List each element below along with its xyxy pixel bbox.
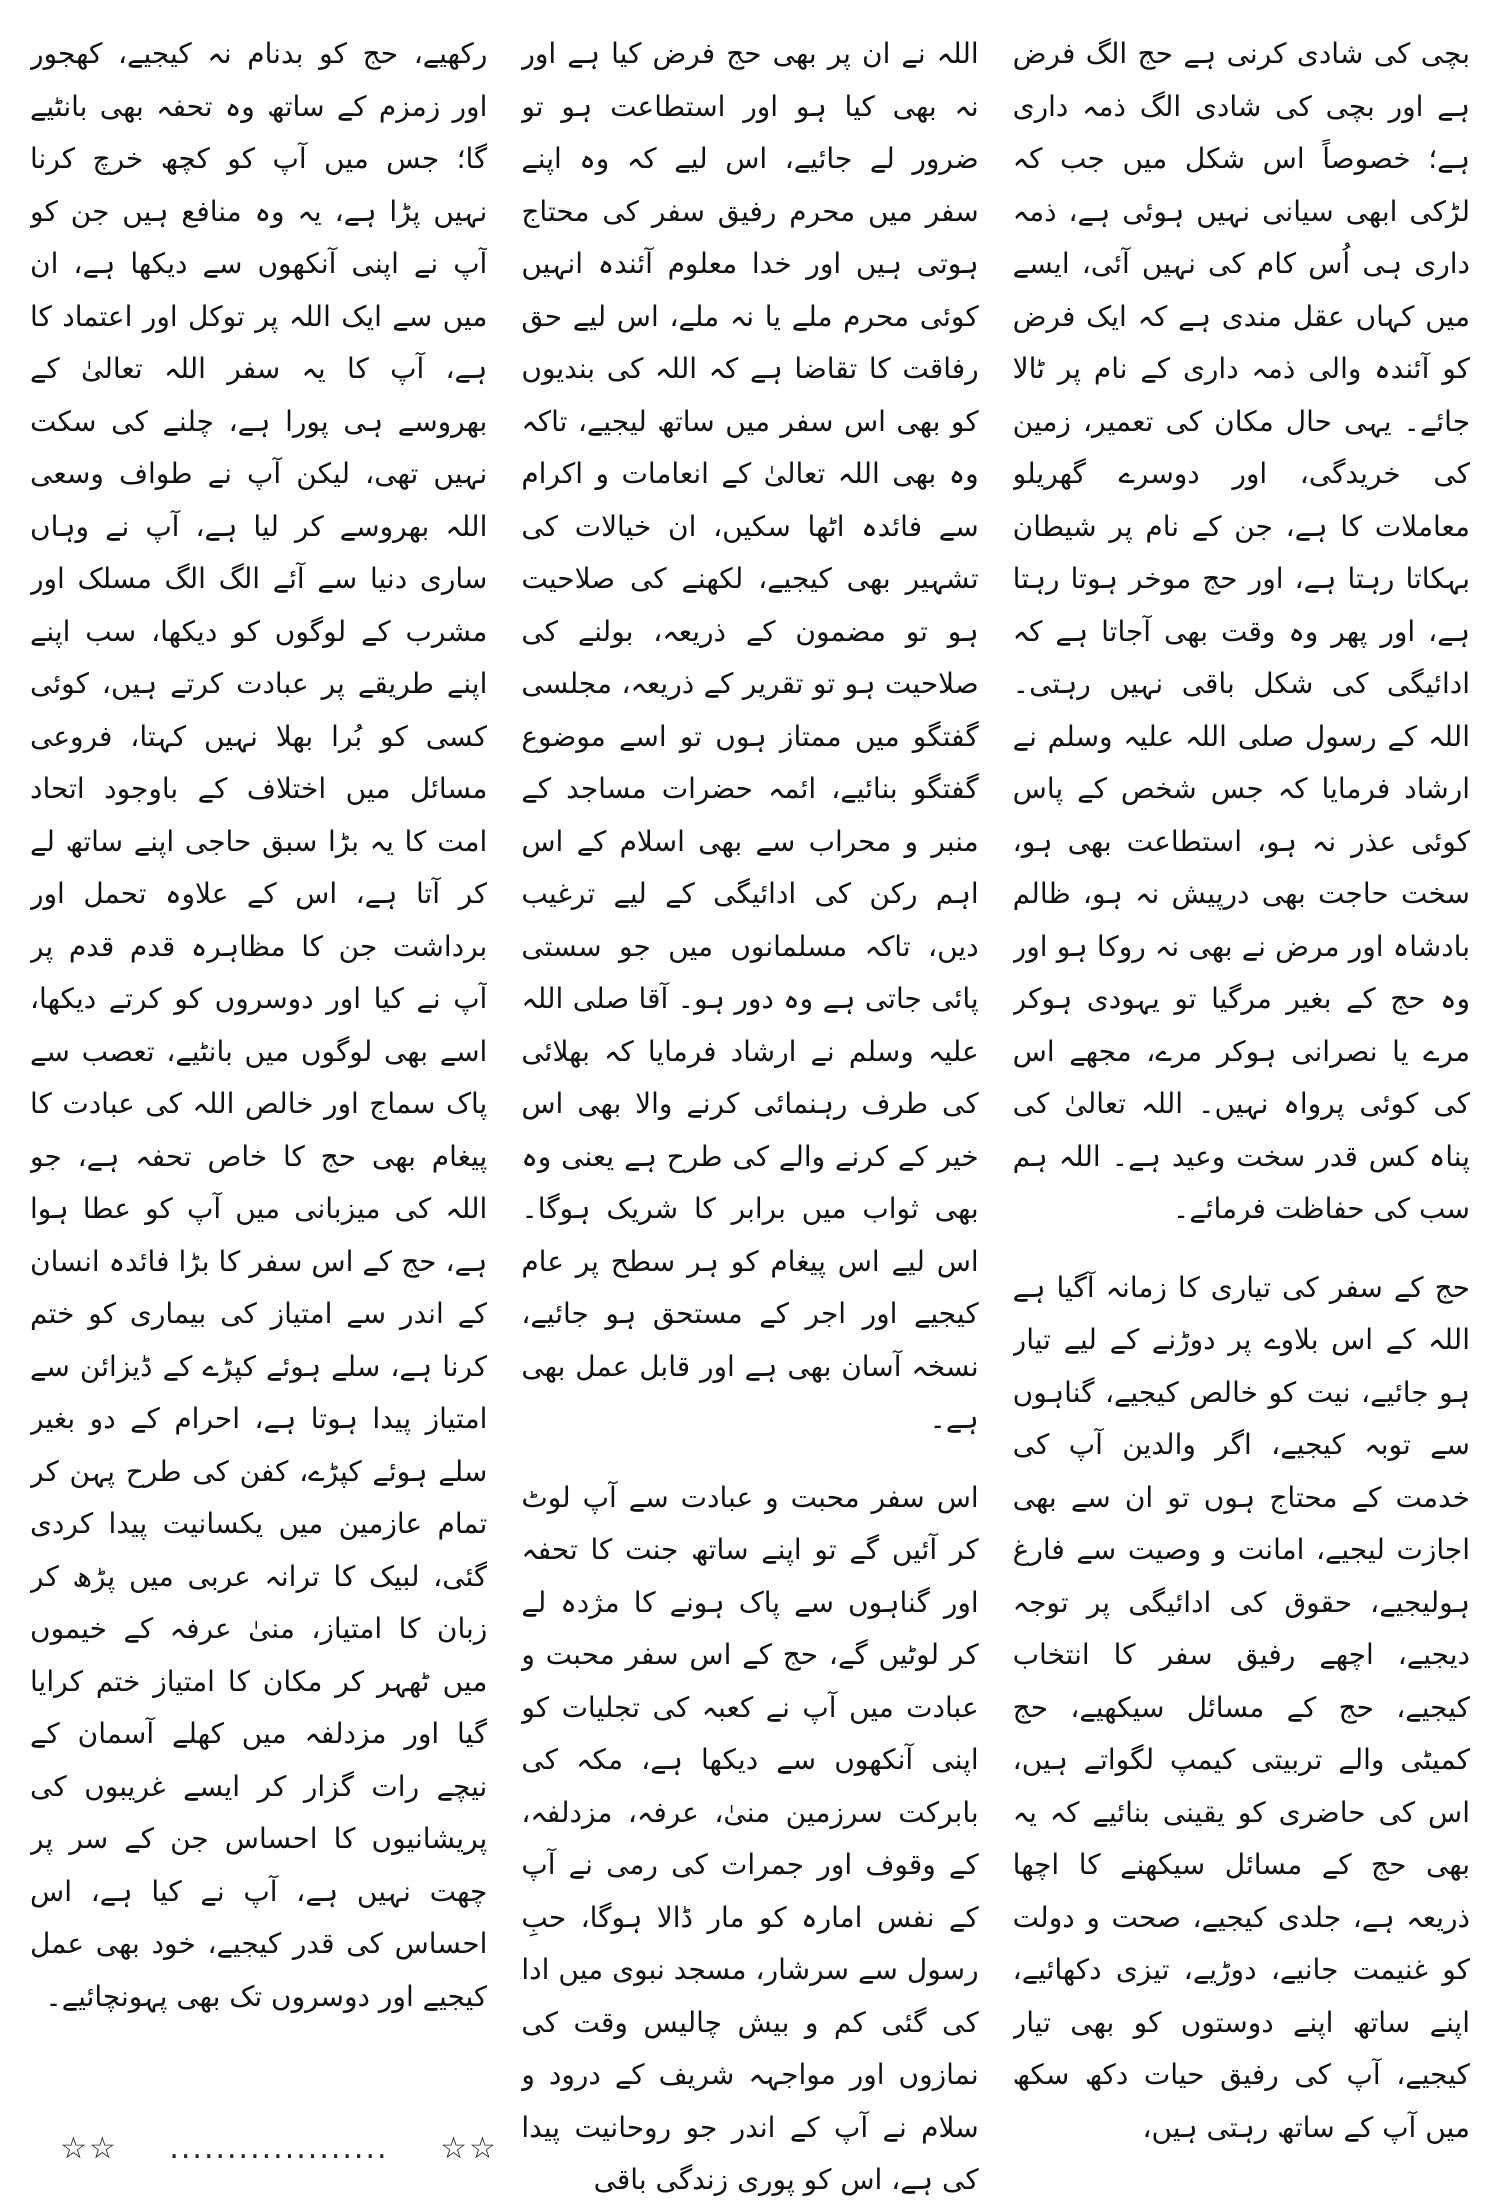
paragraph: حج کے سفر کی تیاری کا زمانہ آگیا ہے اللہ کے اس بلاوے پر دوڑنے کے لیے تیار ہو جائیے، نیت کو خالص کیجیے، گناہوں سے توبہ کیجیے، اگر والدین آپ کی خدمت کے محتاج ہوں تو ان سے بھی اجازت لیجیے، امانت و وصیت سے فارغ ہولیجیے، حقوق کی ادائیگی پر توجہ دیجیے، اچھے رفیق سفر کا انتخاب کیجیے، حج کے مسائل سیکھیے، حج کمیٹی والے تربیتی کیمپ لگواتے ہیں، اس کی حاضری کو یقینی بنائیے کہ یہ بھی حج کے مسائل سیکھنے کا اچھا ذریعہ ہے، جلدی کیجیے، صحت و دولت کو غنیمت جانیے، دوڑیے، تیزی دکھائیے، اپنے ساتھ اپنے دوستوں کو بھی تیار کیجیے، آپ کی رفیق حیات دکھ سکھ میں آپ کے ساتھ رہتی ہیں، <box>1012 1270 1470 2144</box>
paragraph: بچی کی شادی کرنی ہے حج الگ فرض ہے اور بچی کی شادی الگ ذمہ داری ہے؛ خصوصاً اس شکل میں جب کہ لڑکی ابھی سیانی نہیں ہوئی ہے، ذمہ داری ہی اُس کام کی نہیں آئی، ایسے میں کہاں عقل مندی ہے کہ ایک فرض کو آئندہ والی ذمہ داری کے نام پر ٹالا جائے۔ یہی حال مکان کی تعمیر، زمین کی خریدگی، اور دوسرے گھریلو معاملات کا ہے، جن کے نام پر شیطان بہکاتا رہتا ہے، اور حج موخر ہوتا رہتا ہے، اور پھر وہ وقت بھی آجاتا ہے کہ ادائیگی کی شکل باقی نہیں رہتی۔ اللہ کے رسول صلی اللہ علیہ وسلم نے ارشاد فرمایا کہ جس شخص کے پاس کوئی عذر نہ ہو، استطاعت بھی ہو، سخت حاجت بھی درپیش نہ ہو، ظالم بادشاہ اور مرض نے بھی نہ روکا ہو اور وہ حج کے بغیر مرگیا تو یہودی ہوکر مرے یا نصرانی ہوکر مرے، مجھے اس کی کوئی پرواہ نہیں۔ اللہ تعالیٰ کی پناہ کس قدر سخت وعید ہے۔ اللہ ہم سب کی حفاظت فرمائے۔ <box>1012 37 1470 1225</box>
end-stars-left: ☆☆ <box>60 2131 118 2166</box>
column-right <box>1013 28 1470 2198</box>
column-middle <box>521 28 978 2198</box>
paragraph: رکھیے، حج کو بدنام نہ کیجیے، کھجور اور زمزم کے ساتھ وہ تحفہ بھی بانٹیے گا؛ جس میں آپ کو کچھ خرچ کرنا نہیں پڑا ہے، یہ وہ منافع ہیں جن کو آپ نے اپنی آنکھوں سے دیکھا ہے، ان میں سے ایک اللہ پر توکل اور اعتماد کا ہے، آپ کا یہ سفر اللہ تعالیٰ کے بھروسے ہی پورا ہے، چلنے کی سکت نہیں تھی، لیکن آپ نے طواف وسعی اللہ بھروسے کر لیا ہے، آپ نے وہاں ساری دنیا سے آئے الگ الگ مسلک اور مشرب کے لوگوں کو دیکھا، سب اپنے اپنے طریقے پر عبادت کرتے ہیں، کوئی کسی کو بُرا بھلا نہیں کہتا، فروعی مسائل میں اختلاف کے باوجود اتحاد امت کا یہ بڑا سبق حاجی اپنے ساتھ لے کر آتا ہے، اس کے علاوہ تحمل اور برداشت جن کا مظاہرہ قدم قدم پر آپ نے کیا اور دوسروں کو کرتے دیکھا، اسے بھی لوگوں میں بانٹیے، تعصب سے پاک سماج اور خالص اللہ کی عبادت کا پیغام بھی حج کا خاص تحفہ ہے، جو اللہ کی میزبانی میں آپ کو عطا ہوا ہے، حج کے اس سفر کا بڑا فائدہ انسان کے اندر سے امتیاز کی بیماری کو ختم کرنا ہے، سلے ہوئے کپڑے کے ڈیزائن سے امتیاز پیدا ہوتا ہے، احرام کے دو بغیر سلے ہوئے کپڑے، کفن کی طرح پہن کر تمام عازمین میں یکسانیت پیدا کردی گئی، لبیک کا ترانہ عربی میں پڑھ کر زبان کا امتیاز، منیٰ عرفہ کے خیموں میں ٹھہر کر مکان کا امتیاز ختم کرایا گیا اور مزدلفہ میں کھلے آسمان کے نیچے رات گزار کر ایسے غریبوں کی پریشانیوں کا احساس جن کے سر پر چھت نہیں ہے، آپ نے کیا ہے، اس احساس کی قدر کیجیے، خود بھی عمل کیجیے اور دوسروں تک بھی پہونچائیے۔ <box>30 37 488 2013</box>
end-dots: ................... <box>169 2131 389 2166</box>
paragraph: اللہ نے ان پر بھی حج فرض کیا ہے اور نہ بھی کیا ہو اور استطاعت ہو تو ضرور لے جائیے، اس لیے کہ وہ اپنے سفر میں محرم رفیق سفر کی محتاج ہوتی ہیں اور خدا معلوم آئندہ انہیں کوئی محرم ملے یا نہ ملے، اس لیے حق رفاقت کا تقاضا ہے کہ اللہ کی بندیوں کو بھی اس سفر میں ساتھ لیجیے، تاکہ وہ بھی اللہ تعالیٰ کے انعامات و اکرام سے فائدہ اٹھا سکیں، ان خیالات کی تشہیر بھی کیجیے، لکھنے کی صلاحیت ہو تو مضمون کے ذریعہ، بولنے کی صلاحیت ہو تو تقریر کے ذریعہ، مجلسی گفتگو میں ممتاز ہوں تو اسے موضوع گفتگو بنائیے، ائمہ حضرات مساجد کے منبر و محراب سے بھی اسلام کے اس اہم رکن کی ادائیگی کے لیے ترغیب دیں، تاکہ مسلمانوں میں جو سستی پائی جاتی ہے وہ دور ہو۔ آقا صلی اللہ علیہ وسلم نے ارشاد فرمایا کہ بھلائی کی طرف رہنمائی کرنے والا بھی اس خیر کے کرنے والے کی طرح ہے یعنی وہ بھی ثواب میں برابر کا شریک ہوگا۔ اس لیے اس پیغام کو ہر سطح پر عام کیجیے اور اجر کے مستحق ہو جائیے، نسخہ آسان بھی ہے اور قابل عمل بھی ہے۔ <box>521 37 979 1435</box>
end-stars-right: ☆☆ <box>440 2131 498 2166</box>
column-left <box>30 28 487 2198</box>
article-end-mark <box>60 2131 538 2166</box>
paragraph: اس سفر محبت و عبادت سے آپ لوٹ کر آئیں گے تو اپنے ساتھ جنت کا تحفہ اور گناہوں سے پاک ہونے کا مژدہ لے کر لوٹیں گے، حج کے اس سفر محبت و عبادت میں آپ نے کعبہ کی تجلیات کو اپنی آنکھوں سے دیکھا ہے، مکہ کی بابرکت سرزمین منیٰ، عرفہ، مزدلفہ، کے وقوف اور جمرات کی رمی نے آپ کے نفس امارہ کو مار ڈالا ہوگا، حبِ رسول سے سرشار، مسجد نبوی میں ادا کی گئی کم و بیش چالیس وقت کی نمازوں اور مواجہہ شریف کے درود و سلام نے آپ کے اندر جو روحانیت پیدا کی ہے، اس کو پوری زندگی باقی <box>521 1480 979 2196</box>
